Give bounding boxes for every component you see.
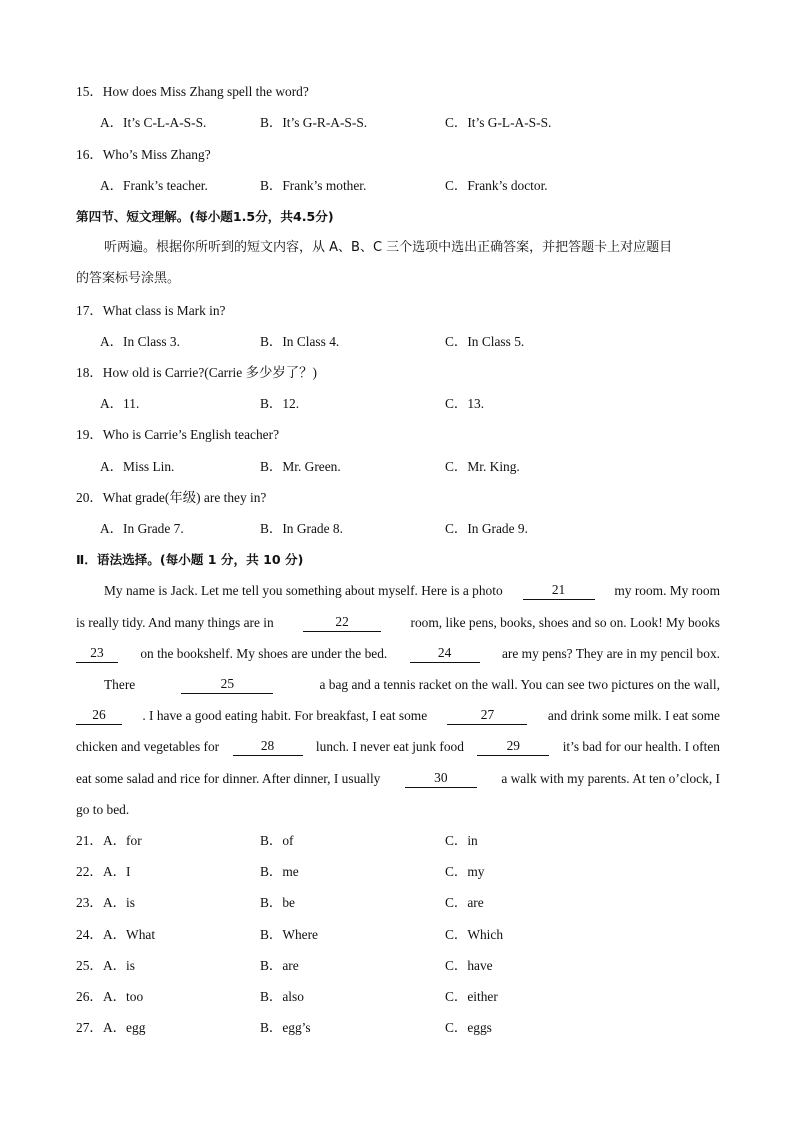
option-b: B．me [260, 864, 299, 879]
passage-text: There [104, 677, 136, 692]
option-b: B．also [260, 989, 304, 1004]
blank-21: 21 [523, 582, 595, 600]
option-b: B．be [260, 895, 295, 910]
option-b: B．It’s G-R-A-S-S. [260, 115, 368, 130]
option-b: B．are [260, 958, 299, 973]
passage-text: chicken and vegetables for [76, 739, 220, 754]
option-b: B．12. [260, 396, 300, 411]
option-c: C．In Class 5. [445, 334, 525, 349]
item-number: 22． [76, 864, 103, 879]
option-c: C．in [445, 833, 478, 848]
blank-30: 30 [405, 770, 477, 788]
passage-text: . I have a good eating habit. For breakfast, I eat some [142, 708, 428, 723]
passage-line [76, 738, 720, 756]
passage-text: room, like pens, books, shoes and so on. Look! My books [410, 615, 720, 630]
passage-line [104, 582, 720, 600]
option-a: A．In Grade 7. [100, 521, 184, 536]
passage-text: is really tidy. And many things are in [76, 615, 274, 630]
option-b: B．Where [260, 927, 319, 942]
section-heading: 第四节、短文理解。(每小题1.5分，共4.5分) [76, 209, 334, 224]
item-number: 23． [76, 895, 103, 910]
item-number: 25． [76, 958, 103, 973]
option-b: B．In Class 4. [260, 334, 340, 349]
option-c: C．Which [445, 927, 504, 942]
blank-22: 22 [303, 614, 381, 632]
passage-text: My name is Jack. Let me tell you something about myself. Here is a photo [104, 583, 503, 598]
option-a: A．is [103, 895, 135, 910]
passage-text: eat some salad and rice for dinner. After dinner, I usually [76, 771, 381, 786]
option-c: C．my [445, 864, 485, 879]
passage-text: it’s bad for our health. I often [562, 739, 720, 754]
option-a: A．11. [100, 396, 140, 411]
question-stem: 15．How does Miss Zhang spell the word? [76, 84, 309, 99]
option-a: A．Miss Lin. [100, 459, 175, 474]
option-a: A．Frank’s teacher. [100, 178, 208, 193]
option-b: B．of [260, 833, 294, 848]
blank-28: 28 [233, 738, 303, 756]
passage-line [76, 770, 720, 788]
passage-text: on the bookshelf. My shoes are under the bed. [140, 646, 388, 661]
passage-text: my room. My room [614, 583, 720, 598]
option-a: A．egg [103, 1020, 146, 1035]
blank-23: 23 [76, 645, 118, 663]
option-c: C．Frank’s doctor. [445, 178, 548, 193]
question-stem: 17．What class is Mark in? [76, 303, 226, 318]
option-c: C．Mr. King. [445, 459, 520, 474]
blank-29: 29 [477, 738, 549, 756]
passage-text: and drink some milk. I eat some [547, 708, 720, 723]
question-stem: 19．Who is Carrie’s English teacher? [76, 427, 280, 442]
option-b: B．Frank’s mother. [260, 178, 367, 193]
option-b: B．Mr. Green. [260, 459, 341, 474]
question-stem: 18．How old is Carrie?(Carrie 多少岁了？) [76, 365, 317, 380]
part-heading: Ⅱ．语法选择。(每小题 1 分，共 10 分) [76, 552, 304, 567]
option-c: C．eggs [445, 1020, 492, 1035]
question-stem: 16．Who’s Miss Zhang? [76, 147, 211, 162]
blank-26: 26 [76, 707, 122, 725]
option-c: C．In Grade 9. [445, 521, 528, 536]
blank-27: 27 [447, 707, 527, 725]
passage-text: a walk with my parents. At ten o’clock, I [501, 771, 720, 786]
question-stem: 20．What grade(年级) are they in? [76, 490, 267, 505]
passage-text: lunch. I never eat junk food [315, 739, 464, 754]
section-instructions: 听两遍。根据你所听到的短文内容，从 A、B、C 三个选项中选出正确答案，并把答题卡上对应题目 [104, 240, 673, 255]
option-b: B．In Grade 8. [260, 521, 343, 536]
option-a: A．I [103, 864, 131, 879]
option-a: A．is [103, 958, 135, 973]
blank-25: 25 [181, 676, 273, 694]
passage-line [76, 707, 720, 725]
option-a: A．It’s C-L-A-S-S. [100, 115, 207, 130]
item-number: 21． [76, 833, 103, 848]
option-a: A．In Class 3. [100, 334, 180, 349]
option-c: C．are [445, 895, 484, 910]
item-number: 24． [76, 927, 103, 942]
option-c: C．13. [445, 396, 485, 411]
option-c: C．have [445, 958, 493, 973]
passage-text: are my pens? They are in my pencil box. [501, 646, 720, 661]
blank-24: 24 [410, 645, 480, 663]
passage-line [104, 676, 720, 694]
option-a: A．What [103, 927, 156, 942]
option-b: B．egg’s [260, 1020, 311, 1035]
passage-line [76, 645, 720, 663]
section-instructions-cont: 的答案标号涂黑。 [76, 271, 181, 286]
item-number: 27． [76, 1020, 103, 1035]
option-a: A．too [103, 989, 144, 1004]
option-c: C．either [445, 989, 498, 1004]
option-a: A．for [103, 833, 142, 848]
passage-line: go to bed. [76, 802, 130, 817]
passage-text: a bag and a tennis racket on the wall. You can see two pictures on the wall, [319, 677, 720, 692]
option-c: C．It’s G-L-A-S-S. [445, 115, 552, 130]
passage-line [76, 614, 720, 632]
item-number: 26． [76, 989, 103, 1004]
